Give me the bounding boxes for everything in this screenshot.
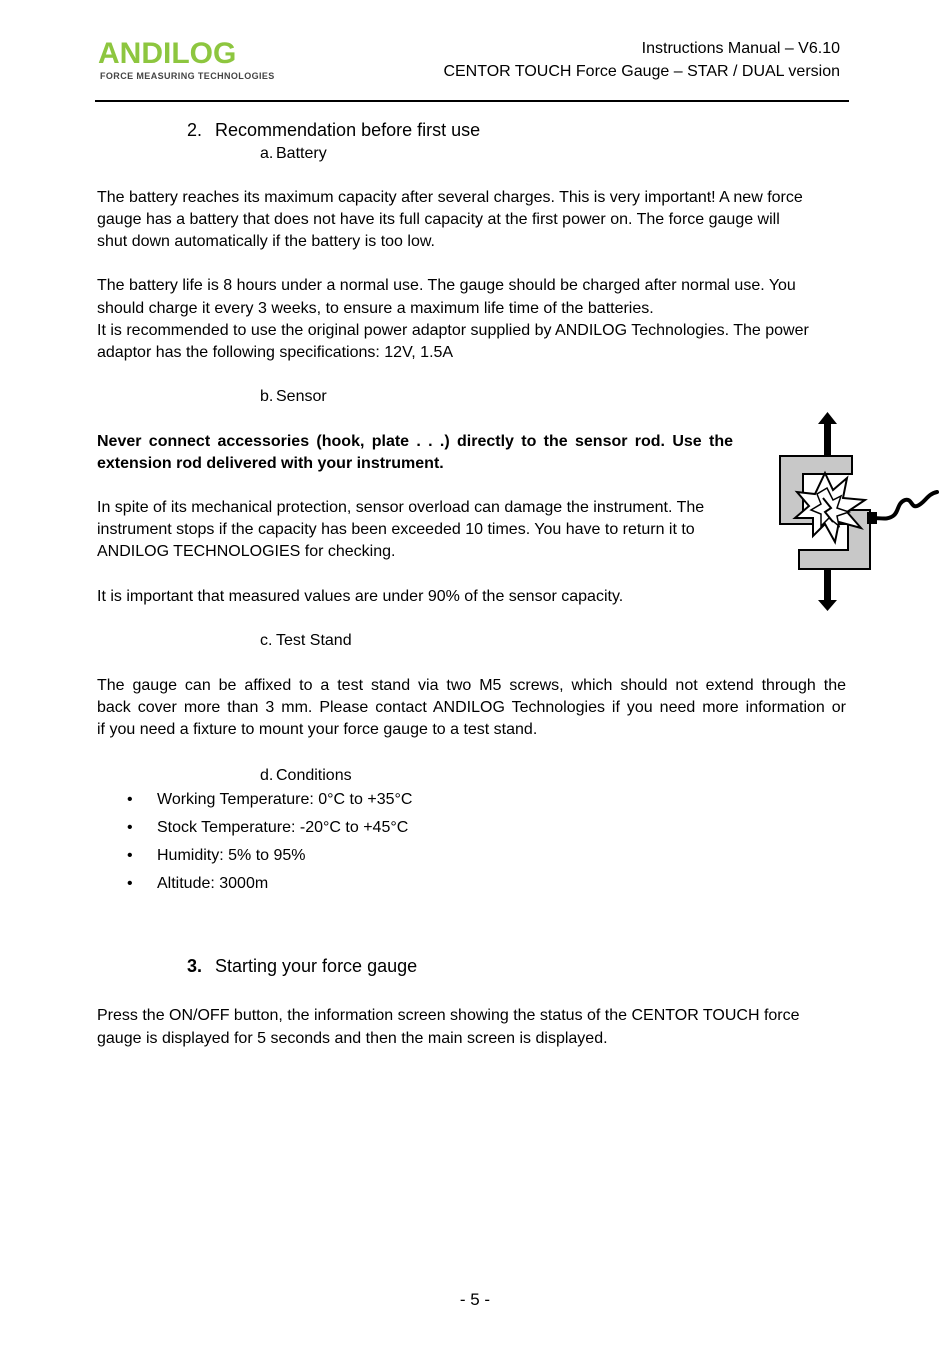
- subsection-a-label: a.: [260, 145, 274, 162]
- battery-paragraph-1-line-2: gauge has a battery that does not have its full capacity at the first power on. The force gauge will: [97, 211, 780, 228]
- sensor-capacity-note: It is important that measured values are under 90% of the sensor capacity.: [97, 588, 624, 605]
- section-3-title: Starting your force gauge: [215, 956, 418, 976]
- starting-paragraph-line-2: gauge is displayed for 5 seconds and then the main screen is displayed.: [97, 1030, 608, 1047]
- condition-item: Working Temperature: 0°C to +35°C: [157, 791, 413, 808]
- bullet-icon: •: [127, 819, 133, 836]
- test-stand-line-1: The gauge can be affixed to a test stand via two M5 screws, which should not extend through the: [97, 677, 846, 694]
- subsection-b-label: b.: [260, 388, 274, 405]
- subsection-d-label: d.: [260, 767, 274, 784]
- manual-version: Instructions Manual – V6.10: [641, 40, 840, 57]
- condition-item: Altitude: 3000m: [157, 875, 269, 892]
- subsection-conditions-title: Conditions: [276, 767, 352, 784]
- page-number: - 5 -: [459, 1290, 491, 1309]
- bullet-icon: •: [127, 875, 133, 892]
- battery-paragraph-2-line-3: It is recommended to use the original power adaptor supplied by ANDILOG Technologies. The power: [97, 322, 809, 339]
- subsection-test-stand-title: Test Stand: [276, 632, 352, 649]
- bullet-icon: •: [127, 847, 133, 864]
- subsection-sensor-title: Sensor: [276, 388, 327, 405]
- section-2-title: Recommendation before first use: [215, 120, 481, 140]
- sensor-warning-line-1: Never connect accessories (hook, plate . . .) directly to the sensor rod. Use the: [97, 433, 733, 450]
- bullet-icon: •: [127, 791, 133, 808]
- test-stand-line-3: if you need a fixture to mount your force gauge to a test stand.: [97, 721, 538, 738]
- battery-paragraph-1-line-3: shut down automatically if the battery is too low.: [97, 233, 435, 250]
- sensor-paragraph-line-3: ANDILOG TECHNOLOGIES for checking.: [97, 543, 396, 560]
- battery-paragraph-1-line-1: The battery reaches its maximum capacity after several charges. This is very important! A new force: [97, 189, 803, 206]
- sensor-paragraph-line-2: instrument stops if the capacity has been exceeded 10 times. You have to return it to: [97, 521, 695, 538]
- company-logo: ANDILOG: [98, 37, 237, 70]
- logo-tagline: FORCE MEASURING TECHNOLOGIES: [100, 71, 275, 81]
- starting-paragraph-line-1: Press the ON/OFF button, the information screen showing the status of the CENTOR TOUCH force: [97, 1007, 800, 1024]
- sensor-paragraph-line-1: In spite of its mechanical protection, sensor overload can damage the instrument. The: [97, 499, 705, 516]
- section-3-number: 3.: [187, 956, 203, 976]
- sensor-warning-line-2: extension rod delivered with your instrument.: [97, 455, 444, 472]
- battery-paragraph-2-line-2: should charge it every 3 weeks, to ensure a maximum life time of the batteries.: [97, 300, 654, 317]
- section-2-number: 2.: [187, 120, 203, 140]
- condition-item: Humidity: 5% to 95%: [157, 847, 306, 864]
- condition-item: Stock Temperature: -20°C to +45°C: [157, 819, 409, 836]
- header-divider: [95, 100, 849, 102]
- battery-paragraph-2-line-1: The battery life is 8 hours under a normal use. The gauge should be charged after normal use. You: [97, 277, 796, 294]
- sensor-overload-icon: [775, 408, 940, 614]
- battery-paragraph-2-line-4: adaptor has the following specifications: 12V, 1.5A: [97, 344, 454, 361]
- subsection-battery-title: Battery: [276, 145, 327, 162]
- subsection-c-label: c.: [260, 632, 273, 649]
- test-stand-line-2: back cover more than 3 mm. Please contact ANDILOG Technologies if you need more information or: [97, 699, 846, 716]
- product-name: CENTOR TOUCH Force Gauge – STAR / DUAL version: [443, 63, 840, 80]
